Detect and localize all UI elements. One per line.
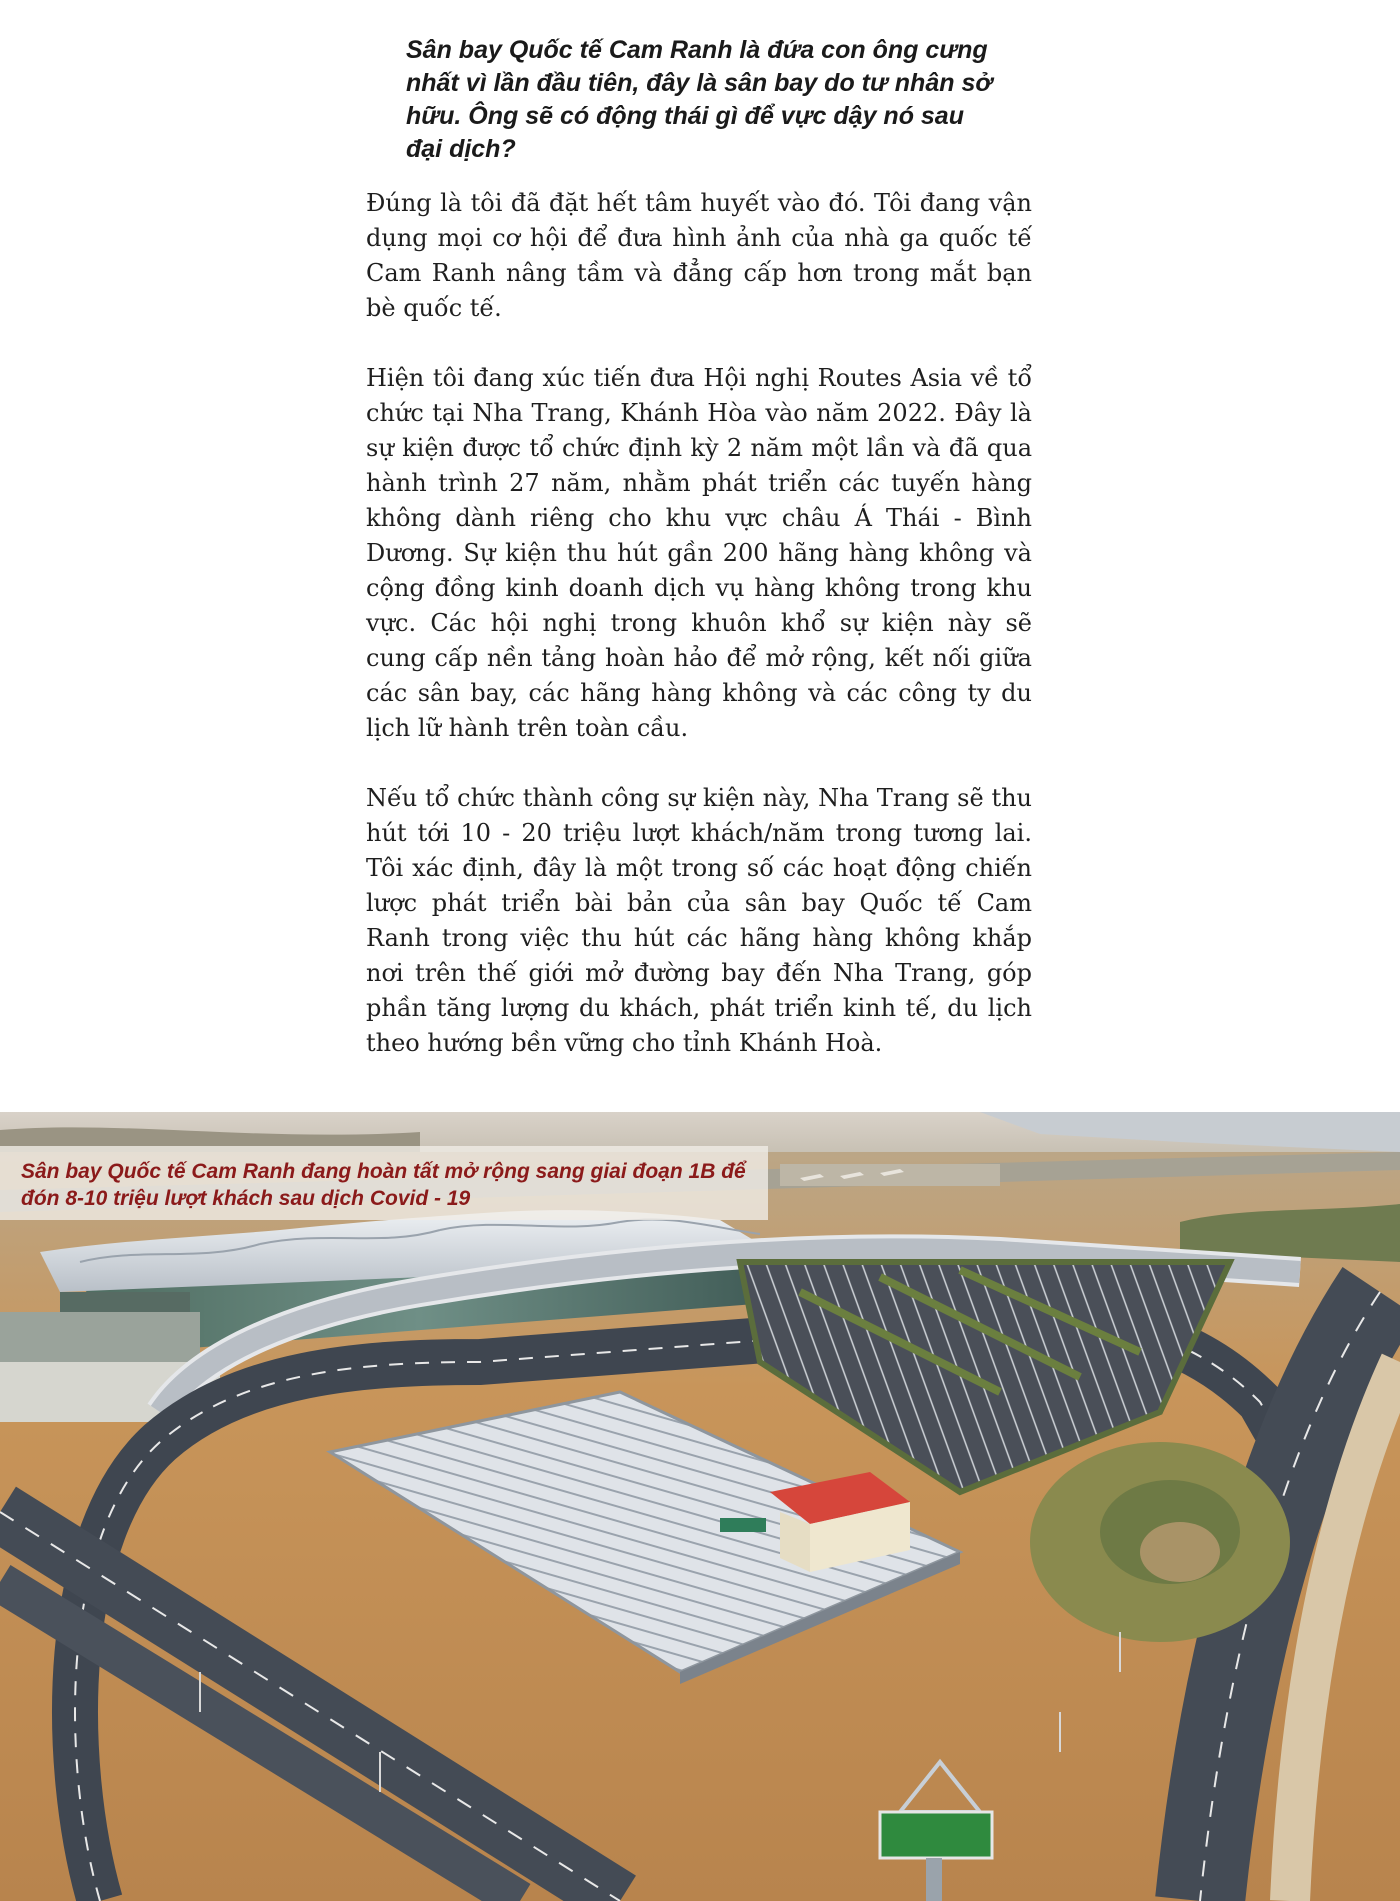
interview-question: Sân bay Quốc tế Cam Ranh là đứa con ông cưng nhất vì lần đầu tiên, đây là sân bay do tư nhân sở hữu. Ông sẽ có động thái gì để vực dậy nó sau đại dịch? (406, 36, 993, 163)
answer-paragraph-3: Nếu tổ chức thành công sự kiện này, Nha Trang sẽ thu hút tới 10 - 20 triệu lượt khách/năm trong tương lai. Tôi xác định, đây là một trong số các hoạt động chiến lược phát triển bài bản của sân bay Quốc tế Cam Ranh trong việc thu hút các hãng hàng không khắp nơi trên thế giới mở đường bay đến Nha Trang, góp phần tăng lượng du khách, phát triển kinh tế, du lịch theo hướng bền vững cho tỉnh Khánh Hoà. (366, 784, 1032, 1057)
airport-illustration (0, 1112, 1400, 1901)
answer-paragraph-1: Đúng là tôi đã đặt hết tâm huyết vào đó. Tôi đang vận dụng mọi cơ hội để đưa hình ảnh của nhà ga quốc tế Cam Ranh nâng tầm và đẳng cấp hơn trong mắt bạn bè quốc tế. (366, 189, 1032, 322)
airport-aerial-photo (0, 1112, 1400, 1901)
photo-caption: Sân bay Quốc tế Cam Ranh đang hoàn tất mở rộng sang giai đoạn 1B để đón 8-10 triệu lượt khách sau dịch Covid - 19 (21, 1160, 746, 1210)
answer-paragraph-2: Hiện tôi đang xúc tiến đưa Hội nghị Routes Asia về tổ chức tại Nha Trang, Khánh Hòa vào năm 2022. Đây là sự kiện được tổ chức định kỳ 2 năm một lần và đã qua hành trình 27 năm, nhằm phát triển các tuyến hàng không dành riêng cho khu vực châu Á Thái - Bình Dương. Sự kiện thu hút gần 200 hãng hàng không và cộng đồng kinh doanh dịch vụ hàng không trong khu vực. Các hội nghị trong khuôn khổ sự kiện này sẽ cung cấp nền tảng hoàn hảo để mở rộng, kết nối giữa các sân bay, các hãng hàng không và các công ty du lịch lữ hành trên toàn cầu. (366, 364, 1032, 742)
